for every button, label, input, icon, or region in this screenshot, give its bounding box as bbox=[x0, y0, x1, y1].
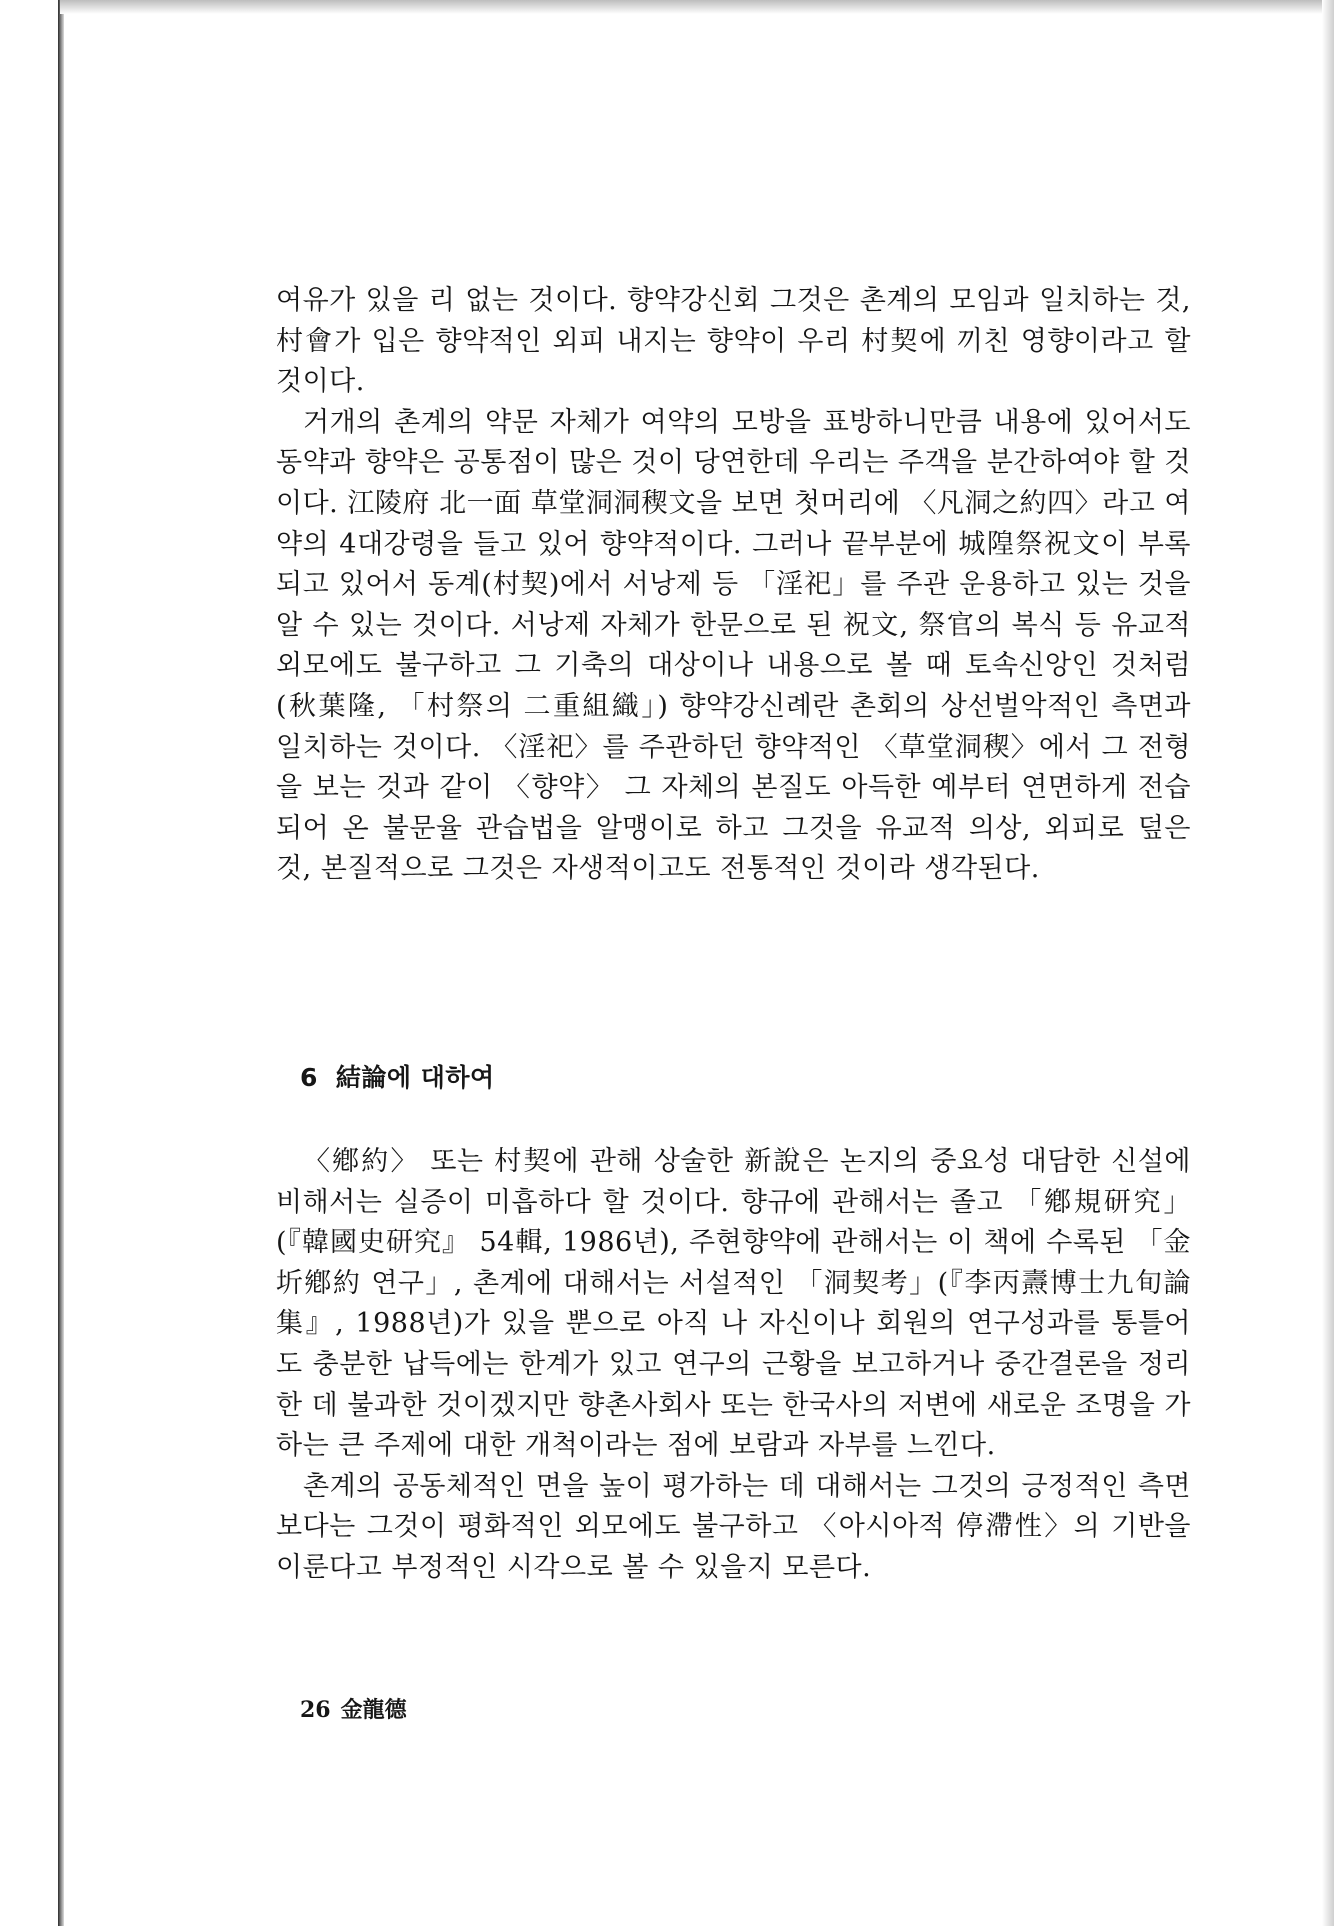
paragraph: 거개의 촌계의 약문 자체가 여약의 모방을 표방하니만큼 내용에 있어서도 동약과 향약은 공통점이 많은 것이 당연한데 우리는 주객을 분간하여야 할 것이다. 江陵府 北一面 草堂洞洞稧文을 보면 첫머리에 〈凡洞之約四〉라고 여약의 4대강령을 들고 있어 향약적이다. 그러나 끝부분에 城隍祭祝文이 부록되고 있어서 동계(村契)에서 서낭제 등 「淫祀」를 주관 운용하고 있는 것을 알 수 있는 것이다. 서낭제 자체가 한문으로 된 祝文, 祭官의 복식 등 유교적 외모에도 불구하고 그 기축의 대상이나 내용으로 볼 때 토속신앙인 것처럼(秋葉隆, 「村祭의 二重組織」) 향약강신례란 촌회의 상선벌악적인 측면과 일치하는 것이다. 〈淫祀〉를 주관하던 향약적인 〈草堂洞稧〉에서 그 전형을 보는 것과 같이 〈향약〉 그 자체의 본질도 아득한 예부터 연면하게 전습되어 온 불문율 관습법을 알맹이로 하고 그것을 유교적 의상, 외피로 덮은 것, 본질적으로 그것은 자생적이고도 전통적인 것이라 생각된다. bbox=[276, 406, 1191, 885]
section-heading bbox=[300, 1058, 495, 1094]
section-number: 6 bbox=[300, 1063, 318, 1092]
scan-right-edge bbox=[1322, 0, 1334, 1926]
page-footer bbox=[300, 1693, 407, 1724]
page-number: 26 bbox=[300, 1697, 331, 1723]
scan-margin bbox=[0, 0, 58, 1926]
paragraph: 촌계의 공동체적인 면을 높이 평가하는 데 대해서는 그것의 긍정적인 측면보다는 그것이 평화적인 외모에도 불구하고 〈아시아적 停滯性〉의 기반을 이룬다고 부정적인 시각으로 볼 수 있을지 모른다. bbox=[276, 1470, 1191, 1583]
section-title: 結論에 대하여 bbox=[335, 1063, 495, 1092]
author-name: 金龍德 bbox=[340, 1697, 407, 1723]
paragraph: 여유가 있을 리 없는 것이다. 향약강신회 그것은 촌계의 모임과 일치하는 것, 村會가 입은 향약적인 외피 내지는 향약이 우리 村契에 끼친 영향이라고 할 것이다. bbox=[276, 285, 1191, 398]
paragraph: 〈鄕約〉 또는 村契에 관해 상술한 新說은 논지의 중요성 대담한 신설에 비해서는 실증이 미흡하다 할 것이다. 향규에 관해서는 졸고 「鄕規研究」(『韓國史研究』 54輯, 1986년), 주현향약에 관해서는 이 책에 수록된 「金圻鄕約 연구」, 촌계에 대해서는 서설적인 「洞契考」(『李丙燾博士九旬論集』, 1988년)가 있을 뿐으로 아직 나 자신이나 회원의 연구성과를 통틀어도 충분한 납득에는 한계가 있고 연구의 근황을 보고하거나 중간결론을 정리한 데 불과한 것이겠지만 향촌사회사 또는 한국사의 저변에 새로운 조명을 가하는 큰 주제에 대한 개척이라는 점에 보람과 자부를 느낀다. bbox=[276, 1146, 1191, 1462]
top-text-block bbox=[276, 281, 1191, 890]
scan-top-edge bbox=[60, 0, 1334, 14]
bottom-text-block bbox=[276, 1142, 1191, 1589]
